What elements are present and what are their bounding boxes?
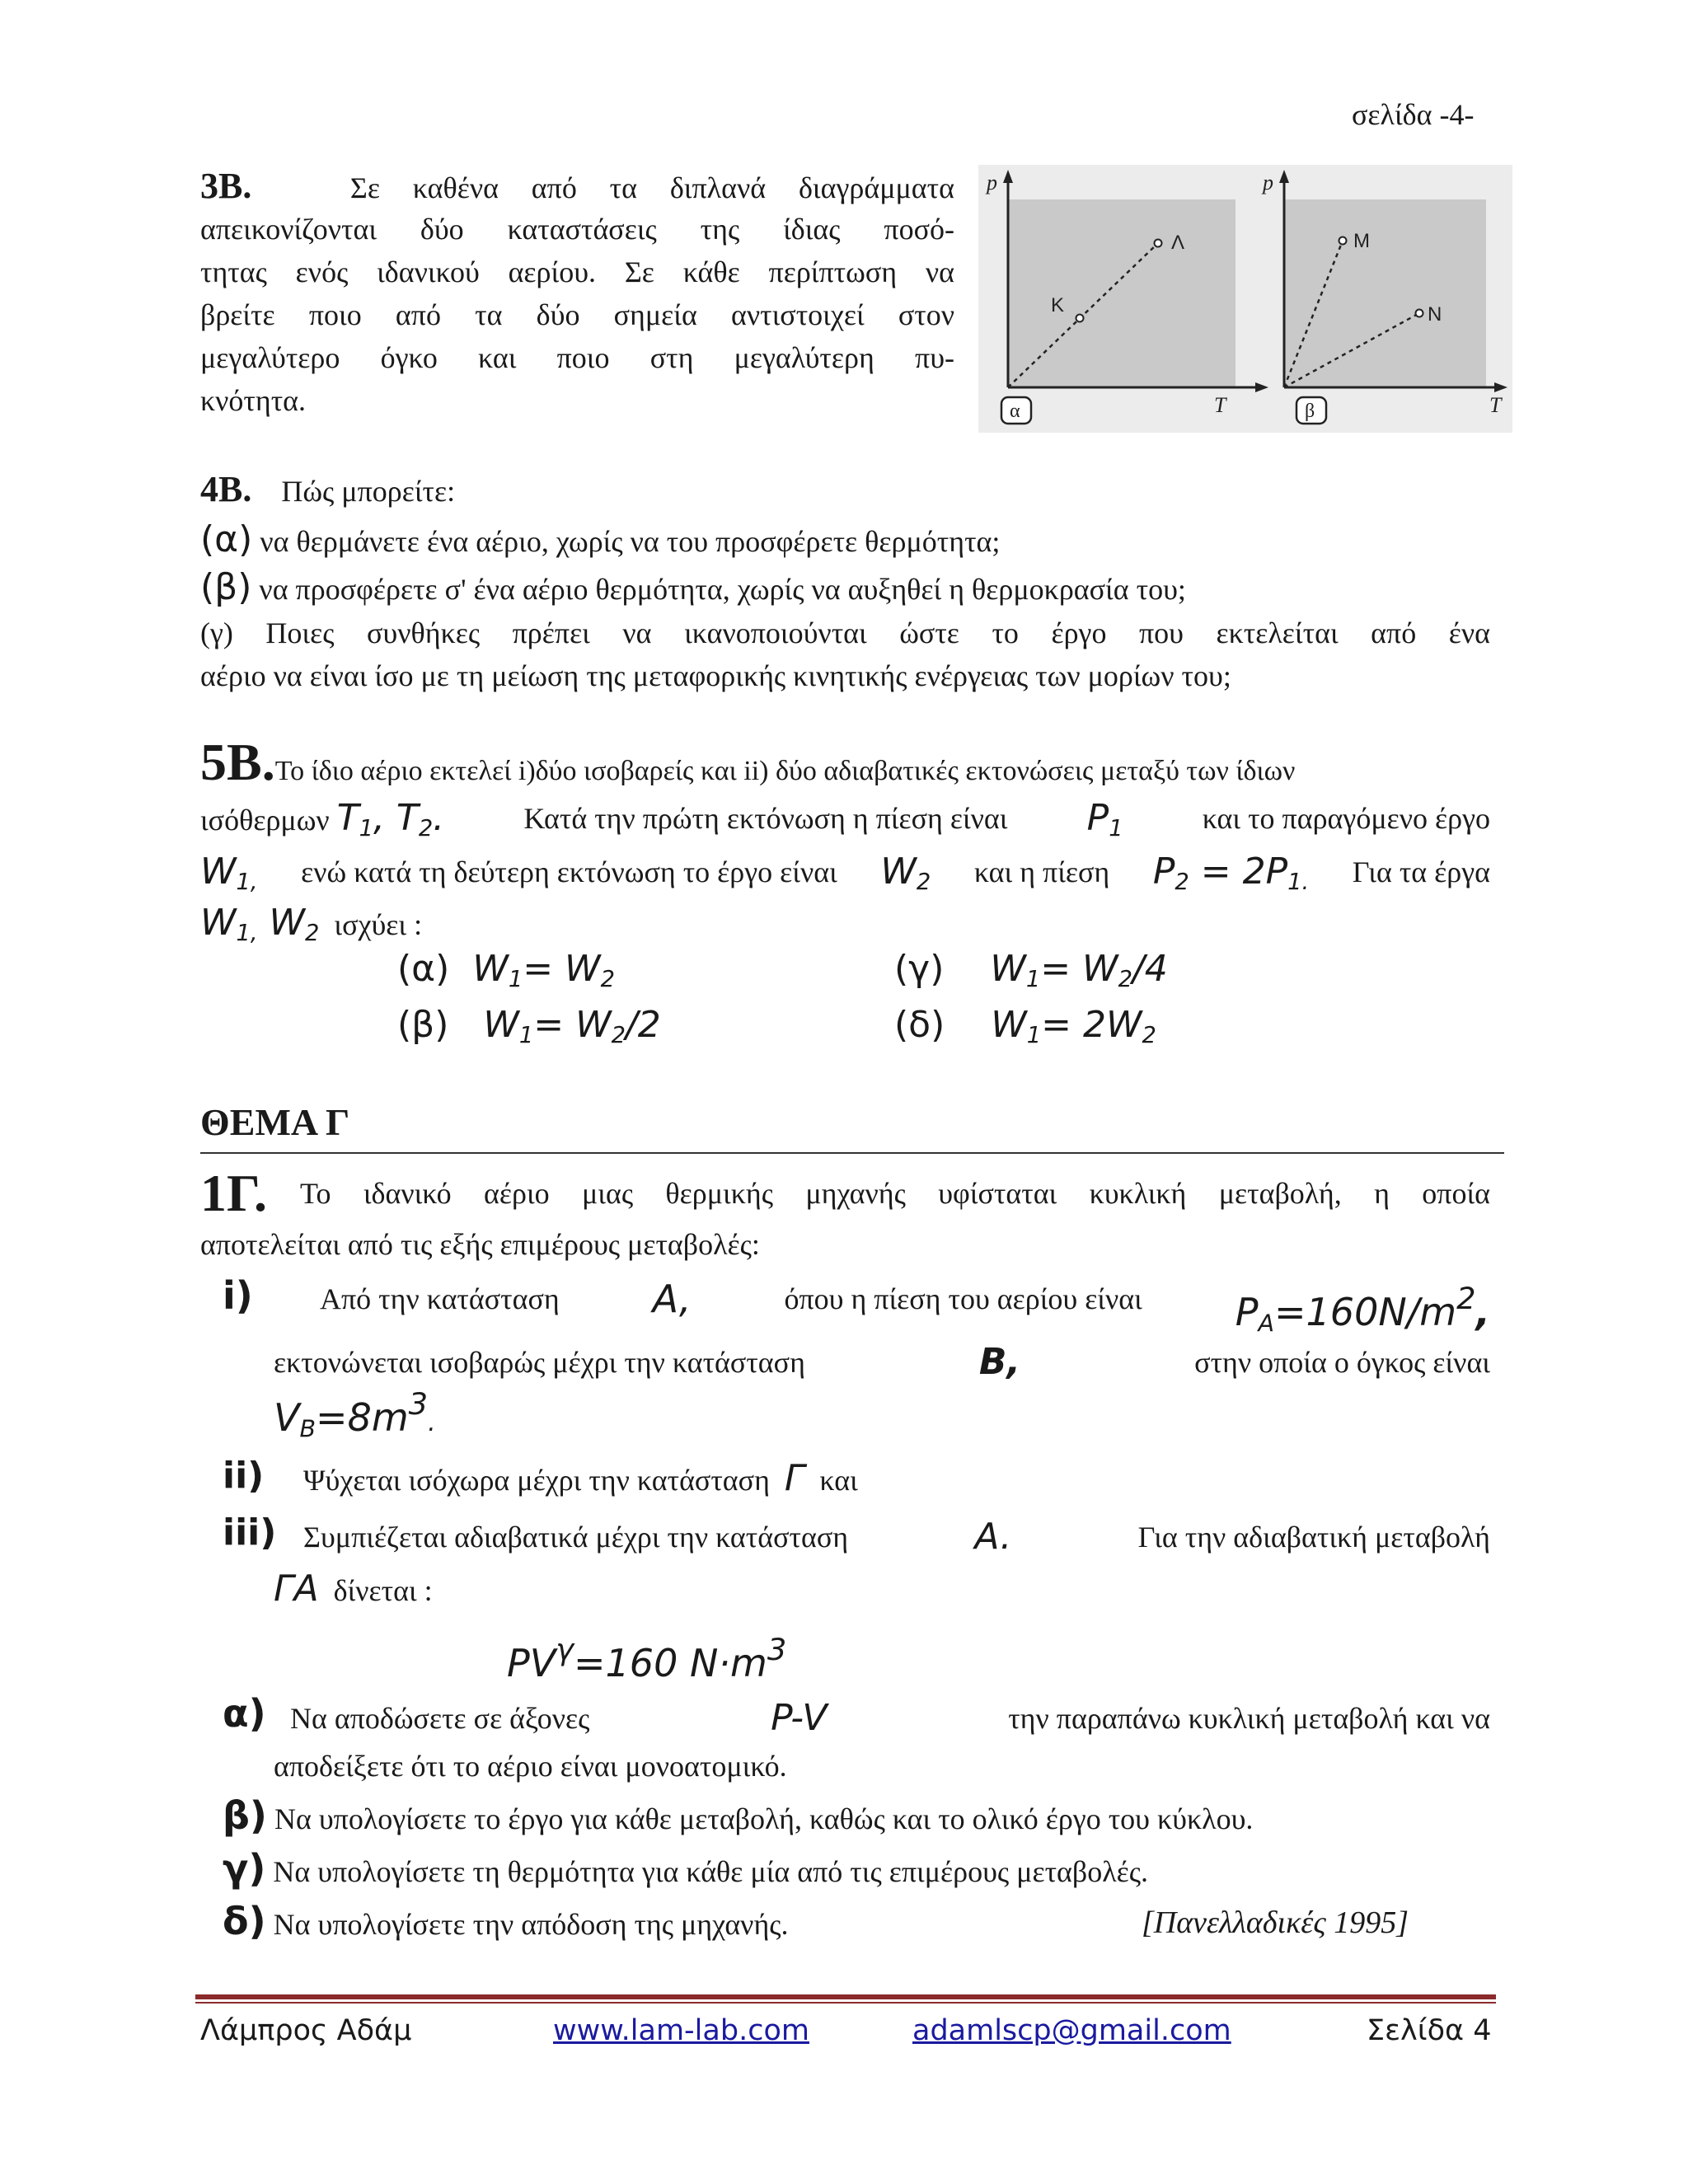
q4b-label: 4B. [200, 469, 252, 509]
point-lambda [1155, 240, 1162, 247]
q4b-intro: Πώς μπορείτε: [281, 475, 456, 508]
q3b-line: απεικονίζονται δύο καταστάσεις της ίδιας ποσό- [200, 213, 954, 246]
q3b-line: Σε καθένα από τα διπλανά διαγράμματα [349, 171, 954, 204]
point-n [1416, 310, 1423, 317]
plot-area-right [1284, 199, 1486, 387]
q5b-line2: ισόθερμων $T_1$, $T_2$. Κατά την πρώτη εκτόνωση η πίεση είναι $P_1$ και το παραγόμενο έργο [200, 797, 1490, 841]
q5b-label: 5B. [200, 733, 275, 791]
page-number-header: σελίδα -4- [1352, 98, 1475, 131]
footer-rule-top [195, 1994, 1496, 1999]
adiabatic-formula: $PV^\gamma=160$ $N\cdot m^3$ [507, 1632, 787, 1686]
q1g-intro-line2: αποτελείται από τις εξής επιμέρους μεταβολές: [200, 1228, 760, 1261]
item-i-mark: i) [223, 1273, 253, 1318]
point-k [1076, 315, 1084, 322]
item-iii-line2: ΓA δίνεται : [274, 1568, 433, 1610]
part-c: γ) Να υπολογίσετε τη θερμότητα για κάθε μία από τις επιμέρους μεταβολές. [223, 1846, 1149, 1891]
right-x-label: T [1489, 393, 1502, 417]
right-y-label: p [1263, 171, 1273, 194]
item-i-volume: $V_B=8m^3$. [274, 1386, 436, 1443]
part-a-mark: α) [223, 1691, 266, 1736]
part-b: β) Να υπολογίσετε το έργο για κάθε μεταβολή, καθώς και το ολικό έργο του κύκλου. [223, 1793, 1254, 1838]
part-a-line1: Να αποδώσετε σε άξονες P-V την παραπάνω κυκλική μεταβολή και να [290, 1697, 1490, 1739]
footer-rule-bottom [195, 2002, 1496, 2004]
q5b-option-d: (δ) $W_1= 2W_2$ [894, 1004, 1156, 1048]
q4b-item-c-cont: αέριο να είναι ίσο με τη μείωση της μεταφορικής κινητικής ενέργειας των μορίων του; [200, 659, 1231, 692]
part-a-line2: αποδείξετε ότι το αέριο είναι μονοατομικό. [274, 1750, 787, 1783]
item-iii-line1: Συμπιέζεται αδιαβατικά μέχρι την κατάσταση A. Για την αδιαβατική μεταβολή [303, 1516, 1490, 1558]
item-ii-text: Ψύχεται ισόχωρα μέχρι την κατάσταση Γ και [303, 1457, 858, 1499]
question-1g [200, 1164, 1490, 1266]
q1g-intro-line1: Το ιδανικό αέριο μιας θερμικής μηχανής υφίσταται κυκλική μεταβολή, η οποία [299, 1177, 1490, 1210]
footer-email-link[interactable]: adamlscp@gmail.com [912, 2014, 1231, 2047]
tag-alpha: α [1010, 401, 1020, 422]
q1g-label: 1Γ. [200, 1164, 267, 1222]
part-d: δ) Να υπολογίσετε την απόδοση της μηχανής. [223, 1899, 789, 1943]
label-lambda: Λ [1171, 232, 1185, 254]
label-m: M [1353, 230, 1370, 252]
item-ii-mark: ii) [223, 1455, 265, 1497]
left-x-label: T [1214, 393, 1226, 417]
footer-author: Λάμπρος Αδάμ [200, 2014, 412, 2047]
q3b-label: 3B. [200, 166, 252, 206]
q5b-option-a: (α) $W_1= W_2$ [397, 948, 615, 992]
section-title: ΘΕΜΑ Γ [200, 1101, 350, 1143]
tag-beta: β [1305, 401, 1315, 422]
q4b-item-b: (β) να προσφέρετε σ' ένα αέριο θερμότητα, χωρίς να αυξηθεί η θερμοκρασία του; [200, 566, 1186, 608]
q5b-line3: $W_{1,}$ ενώ κατά τη δεύτερη εκτόνωση το έργο είναι $W_2$ και η πίεση $P_2 = 2P_{1.}$ Για τα έργα [200, 851, 1490, 895]
q3b-line: βρείτε ποιο από τα δύο σημεία αντιστοιχεί στον [200, 298, 954, 331]
section-divider [200, 1152, 1504, 1154]
label-k: K [1051, 294, 1065, 316]
q4b-item-a: (α) να θερμάνετε ένα αέριο, χωρίς να του προσφέρετε θερμότητα; [200, 518, 1001, 560]
footer-page-number: Σελίδα 4 [1367, 2014, 1492, 2047]
q5b-line1: Το ίδιο αέριο εκτελεί i)δύο ισοβαρείς και ii) δύο αδιαβατικές εκτονώσεις μεταξύ των ίδιων [274, 756, 1296, 786]
q5b-line4: $W_{1,}$ $W_2$ ισχύει : [200, 902, 423, 946]
item-iii-mark: iii) [223, 1511, 277, 1554]
source-citation: [Πανελλαδικές 1995] [1142, 1905, 1409, 1940]
point-m [1339, 237, 1347, 245]
label-n: N [1428, 303, 1442, 326]
q5b-option-b: (β) $W_1= W_2/2$ [397, 1004, 661, 1048]
q4b-item-c: (γ) Ποιες συνθήκες πρέπει να ικανοποιούνται ώστε το έργο που εκτελείται από ένα [200, 616, 1490, 649]
left-y-label: p [987, 171, 997, 194]
plot-area-left [1008, 199, 1236, 387]
footer-website-link[interactable]: www.lam-lab.com [553, 2014, 809, 2047]
q3b-line: μεγαλύτερο όγκο και ποιο στη μεγαλύτερη πυ- [200, 341, 954, 374]
pt-diagrams-figure [978, 165, 1512, 433]
item-i-line1: Από την κατάσταση A, όπου η πίεση του αερίου είναι $P_A=160N/m^2$, [320, 1277, 1490, 1338]
question-3b [200, 165, 954, 422]
q3b-line: κνότητα. [200, 384, 307, 417]
question-4b [200, 468, 1490, 697]
q5b-option-c: (γ) $W_1= W_2/4$ [894, 948, 1168, 992]
item-i-line2: εκτονώνεται ισοβαρώς μέχρι την κατάσταση B, στην οποία ο όγκος είναι [274, 1341, 1490, 1383]
q3b-line: τητας ενός ιδανικού αερίου. Σε κάθε περίπτωση να [200, 255, 954, 288]
question-5b [200, 733, 1490, 948]
